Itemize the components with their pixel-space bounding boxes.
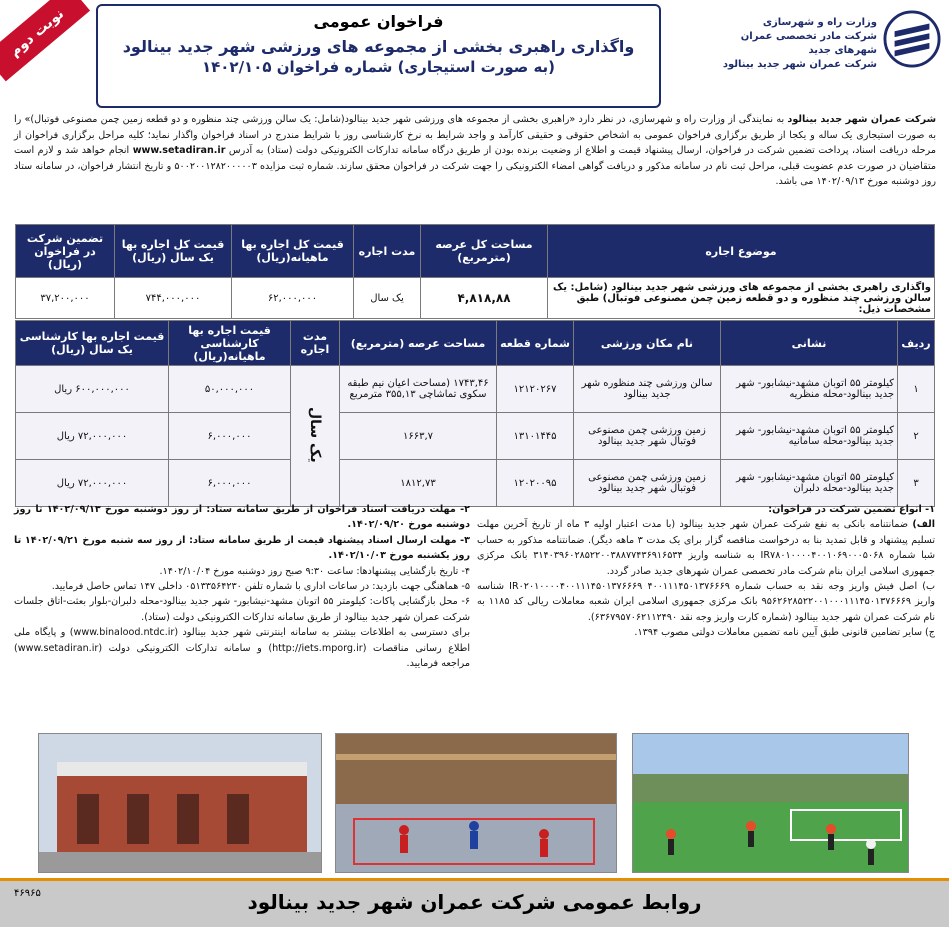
table-header-cell: قیمت کل اجاره بها یک سال (ریال) [115, 225, 232, 278]
table-cell: ۱۷۴۳,۴۶ (مساحت اعیان نیم طبقه سکوی تماشاچی ۳۵۵,۱۳ مترمربع [340, 366, 497, 413]
table-cell: ۵۰,۰۰۰,۰۰۰ [169, 366, 291, 413]
duration-text: یک سال [307, 406, 323, 463]
table-row [16, 278, 935, 319]
table-header-cell: ردیف [898, 321, 935, 366]
table-cell: ۶,۰۰۰,۰۰۰ [169, 460, 291, 507]
table-header-cell: مساحت کل عرصه (مترمربع) [421, 225, 548, 278]
table-header-cell: نام مکان ورزشی [574, 321, 721, 366]
table-header-cell: شماره قطعه [497, 321, 574, 366]
table-cell: ۷۲,۰۰۰,۰۰۰ ریال [16, 460, 169, 507]
table-header-cell: نشانی [721, 321, 898, 366]
table-cell: کیلومتر ۵۵ اتوبان مشهد-نیشابور- شهر جدید بینالود-محله دلبران [721, 460, 898, 507]
table-cell: ۱۳۱۰۱۴۴۵ [497, 413, 574, 460]
table-cell: ۴,۸۱۸,۸۸ [421, 278, 548, 319]
summary-table [15, 224, 935, 319]
intro-text-2: انجام خواهد شد و لازم است متقاضیان در صورت عدم عضویت قبلی، مراحل ثبت نام در سامانه مذکور و دریافت گواهی امضاء الکترونیکی را جهت شرکت در فراخوان محقق سازند. شماره ثبت مزایده ۵۰۰۲۰۰۱۲۸۲۰۰۰۰۰۳ و تاریخ انتشار فراخوان، در سامانه ستاد روز دوشنبه مورخ ۱۴۰۲/۰۹/۱۳ می باشد. [14, 145, 936, 188]
table-cell: ۱۶۶۳,۷ [340, 413, 497, 460]
schedule-section [14, 502, 470, 671]
ministry-line: شرکت عمران شهر جدید بینالود [722, 59, 877, 70]
table-cell: زمین ورزشی چمن مصنوعی فوتبال شهر جدید بینالود [574, 460, 721, 507]
item-a-label: الف) [912, 519, 936, 531]
schedule-item-4: ۴- تاریخ بازگشایی پیشنهادها: ساعت ۹:۳۰ صبح روز دوشنبه مورخ ۱۴۰۲/۱۰/۰۴. [159, 565, 470, 577]
schedule-item-5: ۵- هماهنگی جهت بازدید: در ساعات اداری با شماره تلفن ۰۵۱۳۳۵۶۴۲۳۰ داخلی ۱۴۷ تماس حاصل فرمایید. [51, 581, 470, 593]
table-cell: ۱۲۱۲۰۲۶۷ [497, 366, 574, 413]
table-cell: ۱ [898, 366, 935, 413]
sports-hall-exterior-photo [38, 733, 322, 873]
table-row [16, 366, 935, 413]
table-cell: ۲ [898, 413, 935, 460]
table-cell: ۶۰۰,۰۰۰,۰۰۰ ریال [16, 366, 169, 413]
ministry-line: شرکت مادر تخصصی عمران شهرهای جدید [740, 31, 877, 56]
page-subtitle-2: (به صورت استیجاری) شماره فراخوان ۱۴۰۲/۱۰۵ [201, 58, 556, 76]
company-name: شرکت عمران شهر جدید بینالود [787, 114, 936, 125]
guarantee-title: ۱- انواع تضمین شرکت در فراخوان: [768, 504, 935, 515]
table-header-cell: موضوع اجاره [548, 225, 935, 278]
duration-cell [291, 366, 340, 507]
table-header-row [16, 225, 935, 278]
footer-text: روابط عمومی شرکت عمران شهر جدید بینالود [247, 890, 702, 914]
table-header-cell: قیمت اجاره بها کارشناسی یک سال (ریال) [16, 321, 169, 366]
guarantee-item-a [477, 517, 935, 579]
intro-paragraph [14, 112, 936, 190]
table-cell: زمین ورزشی چمن مصنوعی فوتبال شهر جدید بینالود [574, 413, 721, 460]
table-cell: ۱۲۰۲۰۰۹۵ [497, 460, 574, 507]
schedule-item-3: ۳- مهلت ارسال اسناد پیشنهاد قیمت از طریق سامانه ستاد: از روز سه شنبه مورخ ۱۴۰۲/۰۹/۲۱ تا روز یکشنبه مورخ ۱۴۰۲/۱۰/۰۳. [14, 534, 471, 562]
page-title: فراخوان عمومی [313, 12, 444, 31]
table-header-cell: مساحت عرصه (مترمربع) [340, 321, 497, 366]
table-cell: کیلومتر ۵۵ اتوبان مشهد-نیشابور- شهر جدید بینالود-محله سامانیه [721, 413, 898, 460]
table-cell: ۱۸۱۲,۷۳ [340, 460, 497, 507]
item-a-text: ضمانتنامه بانکی به نفع شرکت عمران شهر جدید بینالود (با مدت اعتبار اولیه ۳ ماه از تاریخ آخرین مهلت تسلیم پیشنهاد و قابل تمدید بنا به درخواست مناقصه گزار برای یک مدت ۳ ماهه دیگر). ضمانتنامه مذکور به حساب شبا شماره IR۷۸۰۱۰۰۰۰۴۰۰۱۰۶۹۰۰۰۵۰۶۸ به شناسه واریز ۳۱۴۰۳۹۶۰۲۸۵۲۲۰۰۳۸۸۷۷۴۳۶۹۱۶۵۳۴ بانک مرکزی جمهوری اسلامی ایران بنام شرکت مادر تخصصی عمران شهرهای جدید صادر گردد. [477, 519, 935, 577]
page-subtitle: واگذاری راهبری بخشی از مجموعه های ورزشی شهر جدید بینالود [122, 37, 635, 56]
table-row [16, 460, 935, 507]
more-info: برای دسترسی به اطلاعات بیشتر به سامانه اینترنتی شهر جدید بینالود (www.binalood.ntdc.ir) و پایگاه ملی اطلاع رسانی مناقصات (http://iets.mporg.ir) و سامانه تدارکات الکترونیکی دولت (www.setadiran.ir) مراجعه فرمایید. [14, 627, 470, 670]
table-cell: ۳ [898, 460, 935, 507]
table-header-cell: قیمت اجاره بها کارشناسی ماهیانه(ریال) [169, 321, 291, 366]
ministry-logo-icon [883, 10, 941, 68]
table-cell: ۷۴۴,۰۰۰,۰۰۰ [115, 278, 232, 319]
guarantee-item-b: ب) اصل فیش واریز وجه نقد به حساب شماره ۴۰۰۱۱۱۴۵۰۱۳۷۶۶۶۹ IR۰۲۰۱۰۰۰۰۴۰۰۱۱۱۴۵۰۱۳۷۶۶۶۹ شناسه واریز ۹۵۶۲۶۲۸۵۲۲۰۰۱۰۰۰۱۱۱۴۵۰۱۳۷۶۶۶۹ بانک مرکزی جمهوری اسلامی ایران شعبه معاملات ریالی کد ۱۱۸۵ به نام شرکت عمران شهر جدید بینالود (شماره کارت واریز وجه نقد ۶۳۶۷۹۵۷۰۶۲۱۱۲۴۹۰). [477, 581, 935, 623]
table-cell: ۷۲,۰۰۰,۰۰۰ ریال [16, 413, 169, 460]
table-cell: ۶۲,۰۰۰,۰۰۰ [232, 278, 354, 319]
schedule-item-6: ۶- محل بازگشایی پاکات: کیلومتر ۵۵ اتوبان مشهد-نیشابور- شهر جدید بینالود-محله دلبران-بلوار بعثت-اتاق جلسات شرکت عمران شهر جدید بینالود از طریق سامانه تدارکات الکترونیکی دولت (ستاد). [14, 596, 470, 623]
table-row [16, 413, 935, 460]
table-header-cell: مدت اجاره [354, 225, 421, 278]
sports-hall-building-image [38, 734, 321, 873]
table-cell: کیلومتر ۵۵ اتوبان مشهد-نیشابور- شهر جدید بینالود-محله منظریه [721, 366, 898, 413]
header-box [96, 4, 661, 108]
guarantee-item-c: ج) سایر تضامین قانونی طبق آیین نامه تضمین معاملات دولتی مصوب ۱۳۹۴. [634, 627, 935, 639]
intro-text: به نمایندگی از وزارت راه و شهرسازی، در نظر دارد «راهبری بخشی از مجموعه های ورزشی شهر جدید بینالود(شامل: یک سالن ورزشی چند منظوره و دو قطعه زمین چمن مصنوعی فوتبال)» را به صورت استیجاری یک ساله و یکجا از طریق برگزاری فراخوان عمومی به اشخاص حقوقی و حقیقی کارآمد و واجد شرایط به نرخ کارشناسی روز با شرایط مندرج در اسناد فراخوان واگذار نماید؛ کلیه مراحل برگزاری فراخوان از مرحله دریافت اسناد، پرداخت تضمین شرکت در فراخوان، ارسال پیشنهاد قیمت و اطلاع از وضعیت برنده بودن از طریق درگاه سامانه تدارکات الکترونیکی دولت (ستاد) به آدرس [14, 114, 936, 157]
table-cell: ۶,۰۰۰,۰۰۰ [169, 413, 291, 460]
table-header-row [16, 321, 935, 366]
setad-link[interactable]: www.setadiran.ir [132, 145, 226, 157]
table-cell: واگذاری راهبری بخشی از مجموعه های ورزشی شهر جدید بینالود (شامل: یک سالن ورزشی چند منظوره و دو قطعه زمین چمن مصنوعی فوتبال) طبق مشخصات ذیل: [548, 278, 935, 319]
ministry-names [707, 16, 877, 72]
table-header-cell: مدت اجاره [291, 321, 340, 366]
sports-hall-image [335, 734, 616, 873]
sports-hall-interior-photo [335, 733, 617, 873]
table-cell: ۳۷,۲۰۰,۰۰۰ [16, 278, 115, 319]
guarantee-section [477, 502, 935, 641]
table-cell: سالن ورزشی چند منظوره شهر جدید بینالود [574, 366, 721, 413]
schedule-item-2: ۲- مهلت دریافت اسناد فراخوان از طریق سامانه ستاد: از روز دوشنبه مورخ ۱۴۰۲/۰۹/۱۳ تا روز دوشنبه مورخ ۱۴۰۲/۰۹/۲۰. [14, 504, 470, 531]
details-table [15, 320, 935, 507]
table-cell: یک سال [354, 278, 421, 319]
footer-bar [0, 878, 949, 927]
table-header-cell: تضمین شرکت در فراخوان (ریال) [16, 225, 115, 278]
second-round-badge: نوبت دوم [0, 0, 90, 81]
table-header-cell: قیمت کل اجاره بها ماهیانه(ریال) [232, 225, 354, 278]
football-field-photo [632, 733, 909, 873]
ad-code: ۴۶۹۶۵ [14, 888, 41, 899]
football-field-image [632, 734, 908, 873]
ministry-line: وزارت راه و شهرسازی [762, 17, 877, 28]
